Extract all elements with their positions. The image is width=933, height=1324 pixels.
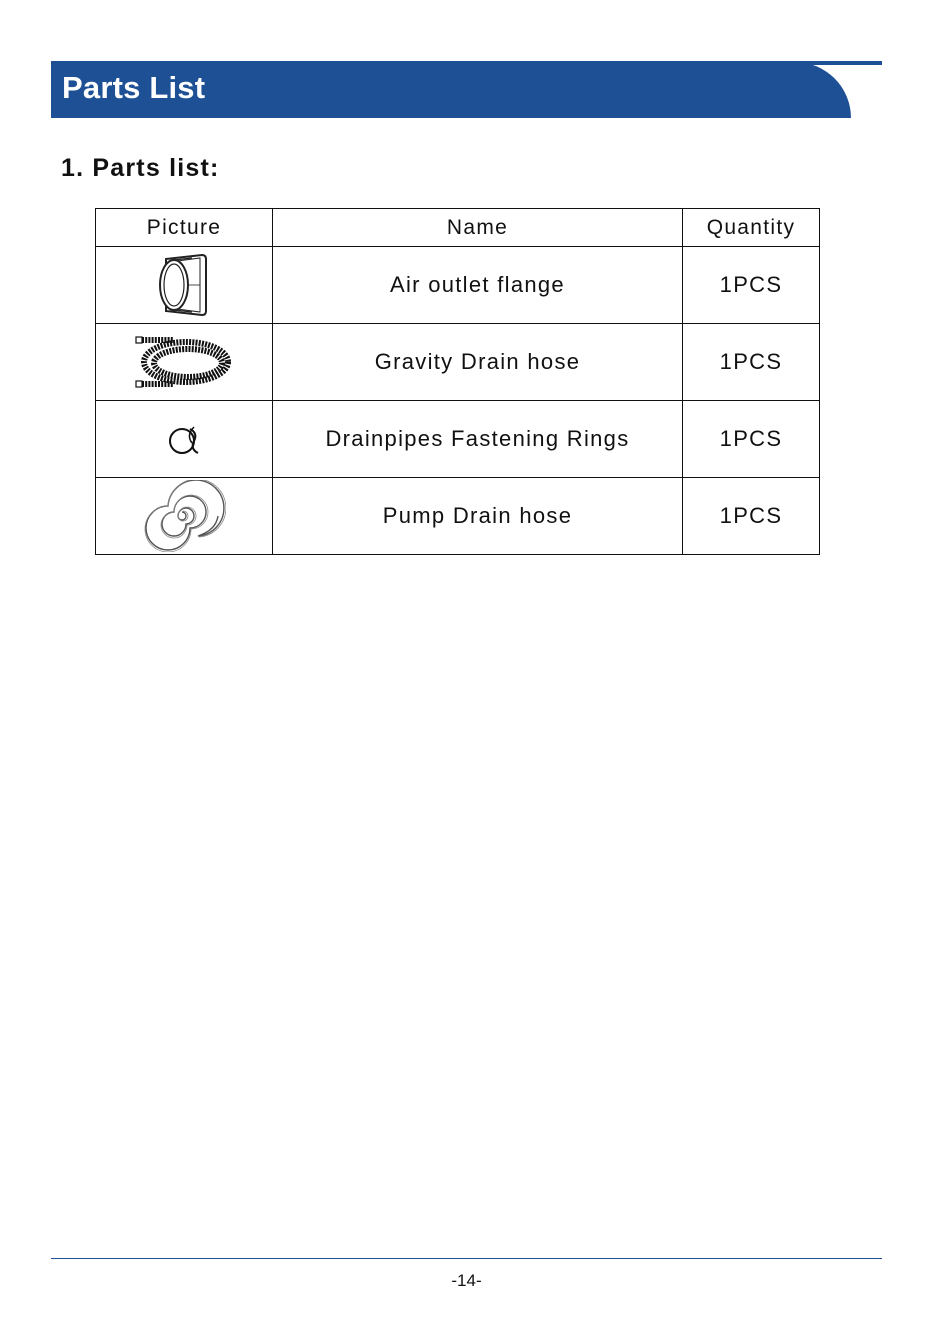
part-quantity: 1PCS <box>683 478 820 555</box>
picture-cell <box>96 478 273 555</box>
part-name: Pump Drain hose <box>273 478 683 555</box>
fastening-ring-icon <box>164 419 204 459</box>
part-quantity: 1PCS <box>683 247 820 324</box>
picture-cell <box>96 324 273 401</box>
part-quantity: 1PCS <box>683 324 820 401</box>
page-title: Parts List <box>62 70 206 105</box>
air-outlet-flange-icon <box>144 249 224 321</box>
pump-drain-hose-icon <box>142 480 226 552</box>
part-quantity: 1PCS <box>683 401 820 478</box>
part-name: Drainpipes Fastening Rings <box>273 401 683 478</box>
table-row <box>96 324 820 401</box>
table-row <box>96 247 820 324</box>
section-heading: 1. Parts list: <box>61 154 220 182</box>
picture-cell <box>96 247 273 324</box>
parts-table <box>95 208 820 555</box>
table-row <box>96 401 820 478</box>
part-name: Air outlet flange <box>273 247 683 324</box>
column-header-quantity: Quantity <box>683 209 820 247</box>
part-name: Gravity Drain hose <box>273 324 683 401</box>
gravity-drain-hose-icon <box>134 332 234 392</box>
column-header-picture: Picture <box>96 209 273 247</box>
picture-cell <box>96 401 273 478</box>
table-header-row <box>96 209 820 247</box>
column-header-name: Name <box>273 209 683 247</box>
table-row <box>96 478 820 555</box>
page-number: -14- <box>451 1271 482 1290</box>
footer-divider <box>51 1258 882 1259</box>
